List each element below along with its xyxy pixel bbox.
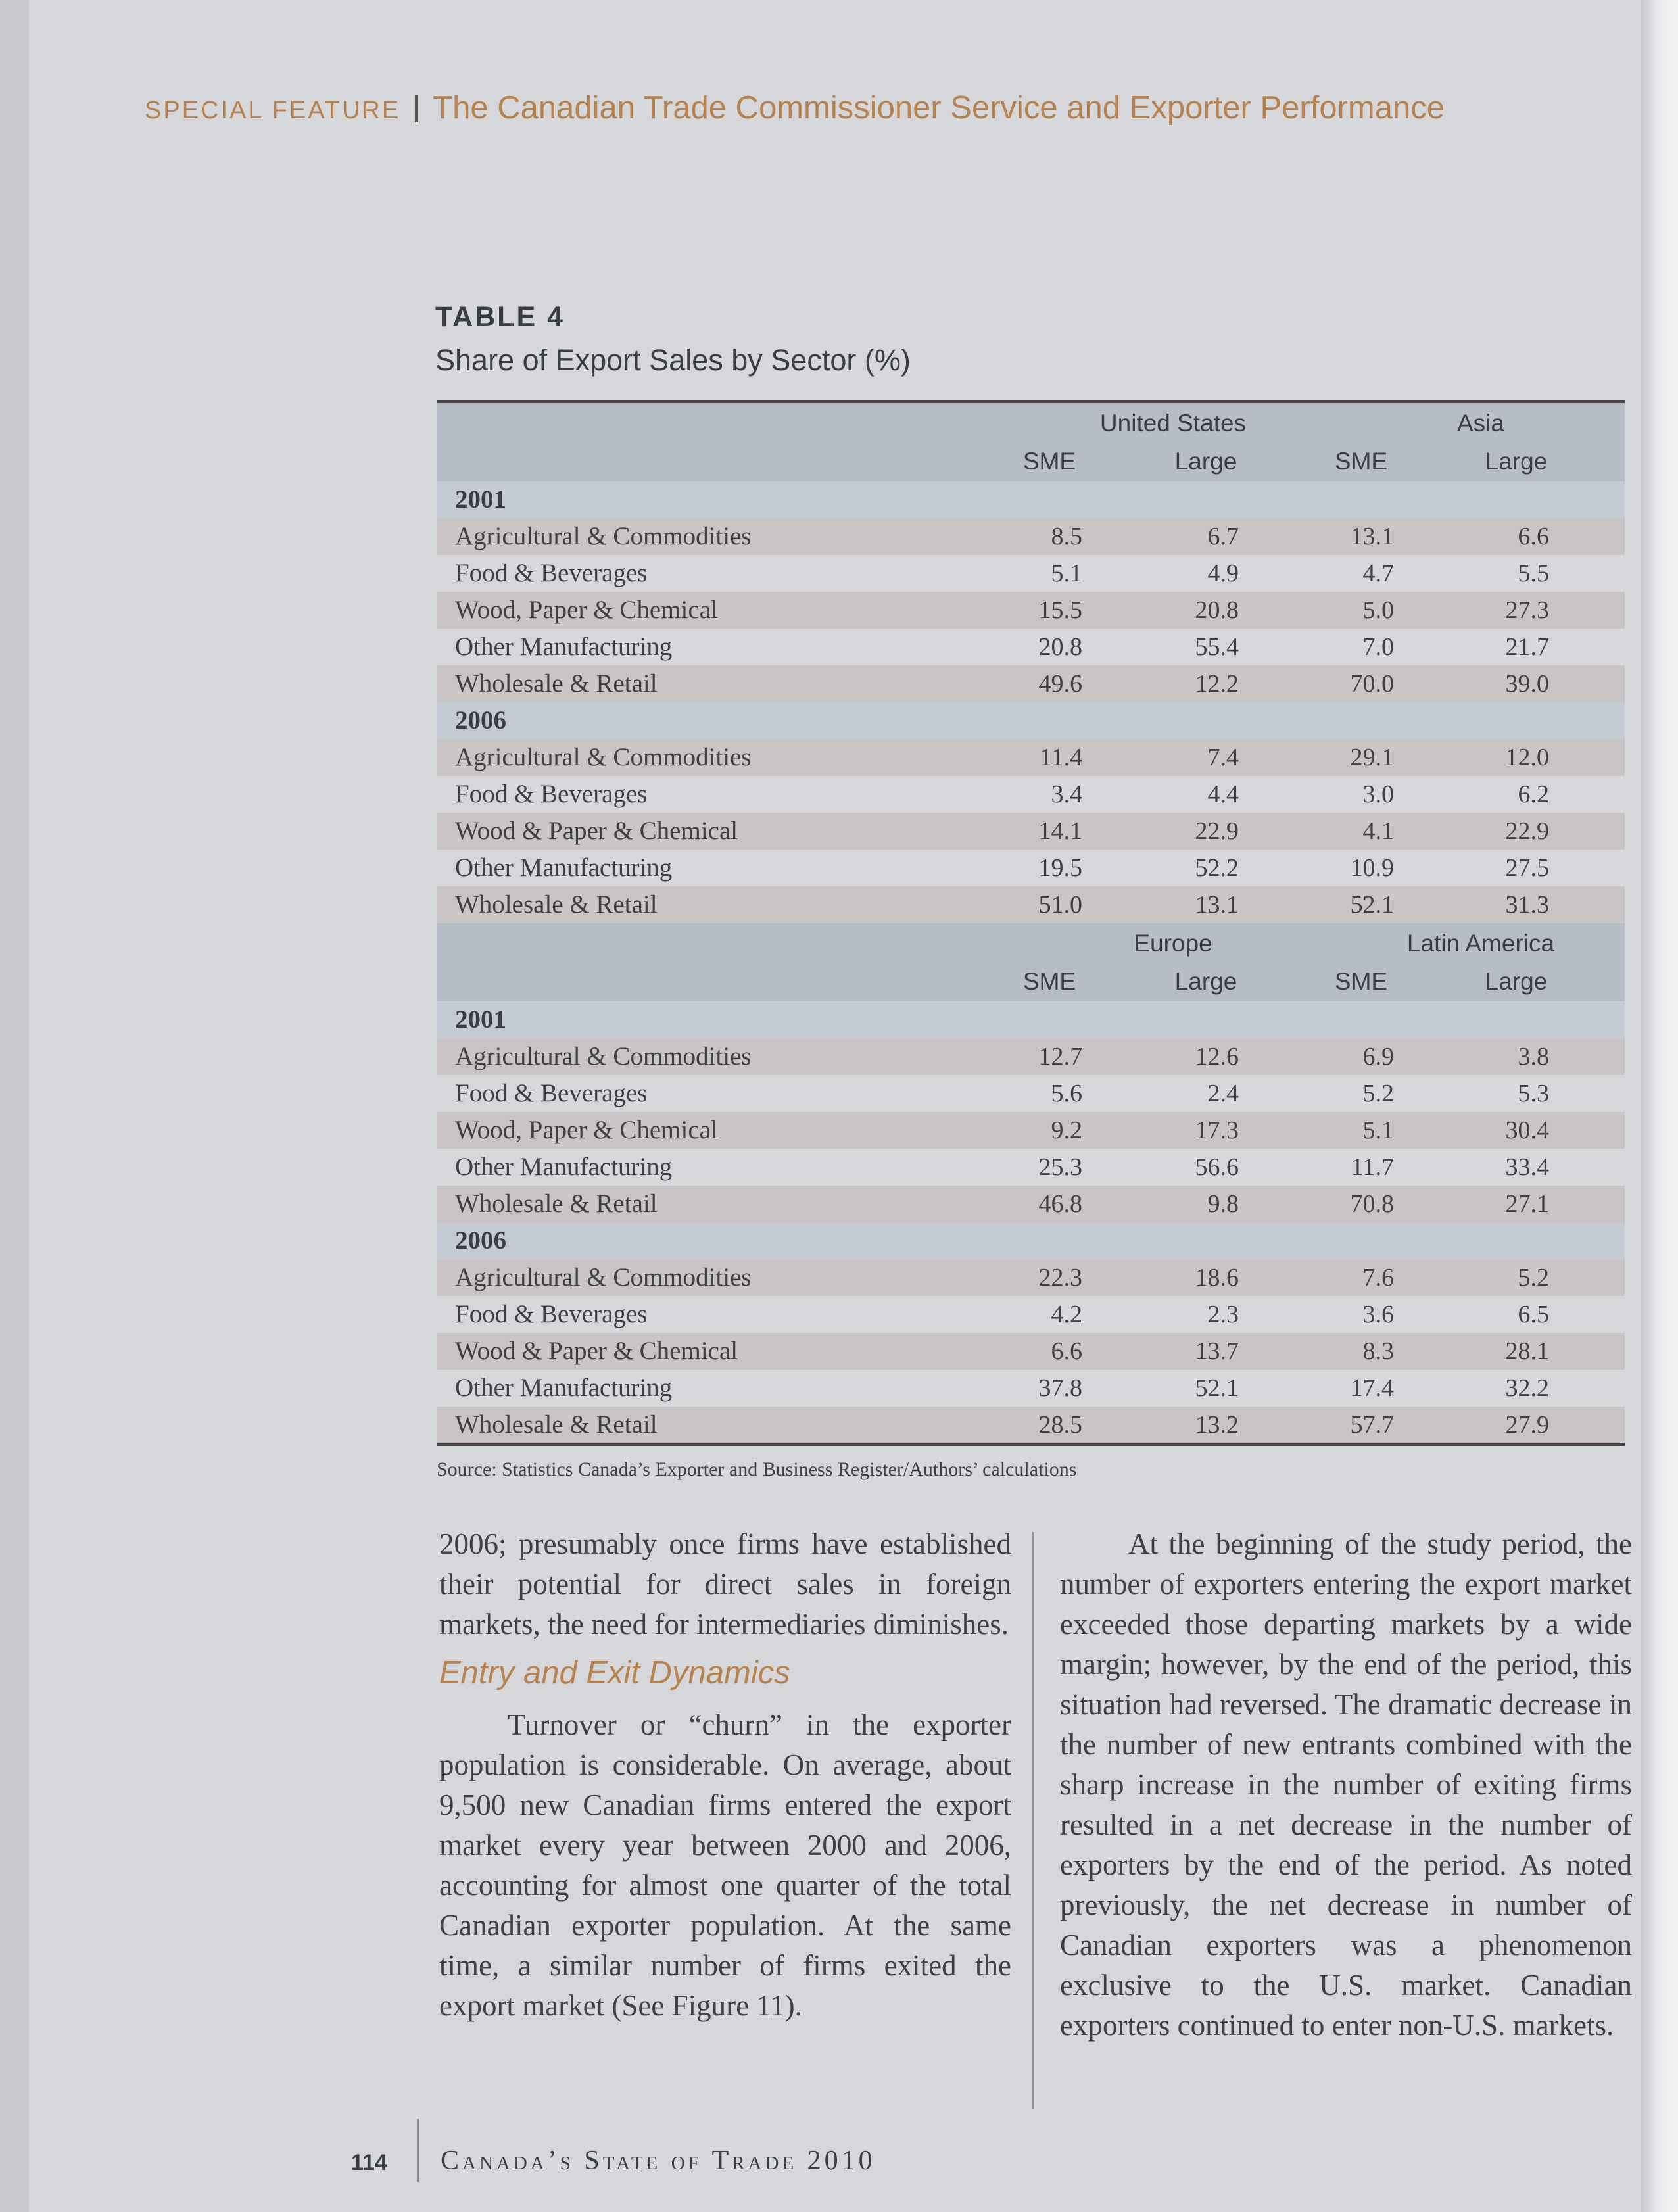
table-cell: 22.9	[1195, 817, 1239, 845]
table-cell: 12.2	[1195, 670, 1239, 698]
table-cell: 17.3	[1195, 1117, 1239, 1144]
table-cell: 11.4	[1039, 744, 1082, 771]
sector-label: Agricultural & Commodities	[455, 522, 752, 550]
sector-label: Wholesale & Retail	[455, 1190, 658, 1218]
table-cell: 20.8	[1195, 596, 1239, 624]
table-cell: 6.5	[1518, 1301, 1549, 1328]
table-source-note: Source: Statistics Canada’s Exporter and Business Register/Authors’ calculations	[437, 1458, 1077, 1480]
table-row	[437, 665, 1625, 702]
table-cell: 22.3	[1038, 1264, 1082, 1291]
table-cell: 70.0	[1350, 670, 1394, 698]
sector-label: Wholesale & Retail	[455, 669, 658, 698]
body-paragraph: At the beginning of the study period, the number of exporters entering the export market exceeded those departing markets by a wide margin; however, by the end of the period, this situation had reversed. The dramatic decrease in the number of new entrants combined with the sharp increase in the number of exiting firms resulted in a net decrease in the number of exporters by the end of the period. As noted previously, the net decrease in number of Canadian exporters was a phenomenon exclusive to the U.S. market. Canadian exporters continued to enter non-U.S. markets.	[1060, 1527, 1632, 2042]
table-cell: 49.6	[1038, 670, 1082, 698]
table-row	[437, 776, 1625, 813]
table-cell: 29.1	[1350, 744, 1394, 771]
table-header-band	[437, 923, 1625, 1001]
column-heading: Large	[1485, 448, 1548, 475]
table-cell: 9.8	[1207, 1190, 1239, 1218]
sector-label: Wood & Paper & Chemical	[455, 1337, 738, 1365]
table-cell: 5.2	[1362, 1080, 1394, 1107]
table-cell: 28.1	[1505, 1337, 1549, 1365]
table-row	[437, 1407, 1625, 1443]
table-cell: 32.2	[1505, 1374, 1549, 1402]
table-cell: 12.7	[1038, 1043, 1082, 1070]
table-cell: 4.7	[1362, 560, 1394, 587]
table-cell: 25.3	[1038, 1153, 1082, 1181]
table-cell: 28.5	[1038, 1411, 1082, 1439]
year-row: 2006	[437, 1222, 1625, 1259]
sector-label: Food & Beverages	[455, 559, 648, 587]
header-separator	[415, 95, 418, 122]
table-label: TABLE 4	[435, 301, 565, 333]
table-cell: 27.1	[1505, 1190, 1549, 1218]
table-cell: 6.2	[1518, 781, 1549, 808]
table-row	[437, 1186, 1625, 1222]
column-heading: SME	[1334, 968, 1388, 995]
table-row	[437, 1075, 1625, 1112]
sector-label: Other Manufacturing	[455, 854, 673, 882]
sector-label: Wholesale & Retail	[455, 890, 658, 919]
document-page	[29, 0, 1641, 2212]
table-cell: 22.9	[1505, 817, 1549, 845]
year-row: 2001	[437, 481, 1625, 518]
table-cell: 5.1	[1362, 1117, 1394, 1144]
sector-label: Food & Beverages	[455, 1300, 648, 1328]
year-row: 2006	[437, 702, 1625, 739]
table-cell: 13.2	[1195, 1411, 1239, 1439]
table-cell: 5.1	[1051, 560, 1082, 587]
table-header-band	[437, 403, 1625, 481]
sector-label: Other Manufacturing	[455, 1374, 673, 1402]
section-subheading: Entry and Exit Dynamics	[439, 1655, 790, 1691]
table-cell: 6.6	[1518, 523, 1549, 550]
table-cell: 5.0	[1362, 596, 1394, 624]
header-title: The Canadian Trade Commissioner Service and Exporter Performance	[433, 90, 1445, 126]
table-cell: 2.3	[1207, 1301, 1239, 1328]
body-paragraph: Turnover or “churn” in the exporter population is considerable. On average, about 9,500 new Canadian firms entered the export market every year between 2000 and 2006, accounting for almost one quarter of the total Canadian exporter population. At the same time, a similar number of firms exited the export market (See Figure 11).	[439, 1708, 1011, 2022]
table-cell: 3.0	[1362, 781, 1394, 808]
table-cell: 12.0	[1505, 744, 1549, 771]
table-cell: 13.1	[1350, 523, 1394, 550]
table-cell: 6.6	[1051, 1337, 1082, 1365]
table-cell: 11.7	[1351, 1153, 1394, 1181]
export-sales-table	[437, 400, 1625, 1446]
table-cell: 4.2	[1051, 1301, 1082, 1328]
running-header	[145, 89, 1445, 129]
table-row	[437, 739, 1625, 776]
table-cell: 70.8	[1350, 1190, 1394, 1218]
table-cell: 57.7	[1350, 1411, 1394, 1439]
table-cell: 4.1	[1362, 817, 1394, 845]
publication-title: Canada’s State of Trade 2010	[441, 2146, 876, 2176]
page-gutter-shadow	[1641, 0, 1678, 2212]
sector-label: Other Manufacturing	[455, 633, 673, 661]
table-cell: 56.6	[1195, 1153, 1239, 1181]
table-row	[437, 1112, 1625, 1149]
table-cell: 6.9	[1362, 1043, 1394, 1070]
table-row	[437, 1259, 1625, 1296]
table-cell: 5.5	[1518, 560, 1549, 587]
column-heading: Large	[1174, 968, 1237, 995]
table-cell: 46.8	[1038, 1190, 1082, 1218]
table-cell: 9.2	[1051, 1117, 1082, 1144]
year-row: 2001	[437, 1001, 1625, 1038]
table-cell: 13.1	[1195, 891, 1239, 919]
table-row	[437, 813, 1625, 850]
table-row	[437, 1296, 1625, 1333]
table-row	[437, 1370, 1625, 1407]
sector-label: Food & Beverages	[455, 1079, 648, 1107]
column-heading: SME	[1334, 448, 1388, 475]
table-cell: 55.4	[1195, 633, 1239, 661]
table-cell: 12.6	[1195, 1043, 1239, 1070]
table-cell: 52.1	[1350, 891, 1394, 919]
table-cell: 7.0	[1362, 633, 1394, 661]
page-number: 114	[351, 2150, 387, 2175]
region-heading: United States	[1099, 410, 1247, 437]
sector-label: Wood, Paper & Chemical	[455, 596, 718, 624]
table-cell: 7.4	[1207, 744, 1239, 771]
column-heading: Large	[1174, 448, 1237, 475]
body-paragraph: 2006; presumably once firms have established their potential for direct sales in foreign markets, the need for intermediaries diminishes.	[439, 1527, 1011, 1641]
table-cell: 31.3	[1505, 891, 1549, 919]
table-cell: 51.0	[1038, 891, 1082, 919]
table-cell: 4.4	[1207, 781, 1239, 808]
sector-label: Other Manufacturing	[455, 1153, 673, 1181]
table-row	[437, 592, 1625, 629]
sector-label: Food & Beverages	[455, 780, 648, 808]
table-cell: 8.5	[1051, 523, 1082, 550]
table-cell: 27.9	[1505, 1411, 1549, 1439]
table-row	[437, 1333, 1625, 1370]
region-heading: Asia	[1457, 410, 1504, 437]
sector-label: Agricultural & Commodities	[455, 1042, 752, 1070]
table-cell: 27.3	[1505, 596, 1549, 624]
table-cell: 21.7	[1505, 633, 1549, 661]
table-cell: 10.9	[1350, 854, 1394, 882]
table-cell: 37.8	[1038, 1374, 1082, 1402]
table-cell: 30.4	[1505, 1117, 1549, 1144]
column-heading: Large	[1485, 968, 1548, 995]
table-row	[437, 1038, 1625, 1075]
header-feature-label: SPECIAL FEATURE	[145, 97, 401, 124]
table-row	[437, 886, 1625, 923]
table-caption: Share of Export Sales by Sector (%)	[435, 343, 911, 377]
table-cell: 4.9	[1207, 560, 1239, 587]
table-cell: 8.3	[1362, 1337, 1394, 1365]
sector-label: Wood, Paper & Chemical	[455, 1116, 718, 1144]
sector-label: Wood & Paper & Chemical	[455, 817, 738, 845]
table-cell: 39.0	[1505, 670, 1549, 698]
table-cell: 20.8	[1038, 633, 1082, 661]
table-cell: 7.6	[1362, 1264, 1394, 1291]
region-heading: Latin America	[1406, 930, 1555, 957]
sector-label: Wholesale & Retail	[455, 1410, 658, 1439]
table-cell: 14.1	[1038, 817, 1082, 845]
table-cell: 6.7	[1207, 523, 1239, 550]
column-divider	[1032, 1532, 1034, 2109]
body-column-right	[1060, 1524, 1632, 2046]
table-cell: 5.2	[1518, 1264, 1549, 1291]
table-cell: 2.4	[1207, 1080, 1239, 1107]
table-cell: 18.6	[1195, 1264, 1239, 1291]
column-heading: SME	[1022, 448, 1076, 475]
table-cell: 52.1	[1195, 1374, 1239, 1402]
table-row	[437, 1149, 1625, 1186]
table-cell: 3.8	[1518, 1043, 1549, 1070]
body-column-left	[439, 1524, 1011, 2026]
table-row	[437, 555, 1625, 592]
column-heading: SME	[1022, 968, 1076, 995]
table-cell: 5.6	[1051, 1080, 1082, 1107]
table-cell: 15.5	[1038, 596, 1082, 624]
region-heading: Europe	[1134, 930, 1212, 957]
table-cell: 52.2	[1195, 854, 1239, 882]
table-row	[437, 518, 1625, 555]
table-cell: 17.4	[1350, 1374, 1394, 1402]
table-cell: 27.5	[1505, 854, 1549, 882]
table-cell: 5.3	[1518, 1080, 1549, 1107]
table-cell: 19.5	[1038, 854, 1082, 882]
table-cell: 3.6	[1362, 1301, 1394, 1328]
table-cell: 3.4	[1051, 781, 1082, 808]
table-row	[437, 629, 1625, 665]
table-cell: 33.4	[1505, 1153, 1549, 1181]
sector-label: Agricultural & Commodities	[455, 1263, 752, 1291]
table-cell: 13.7	[1195, 1337, 1239, 1365]
table-row	[437, 850, 1625, 886]
footer-divider	[417, 2119, 419, 2182]
sector-label: Agricultural & Commodities	[455, 743, 752, 771]
